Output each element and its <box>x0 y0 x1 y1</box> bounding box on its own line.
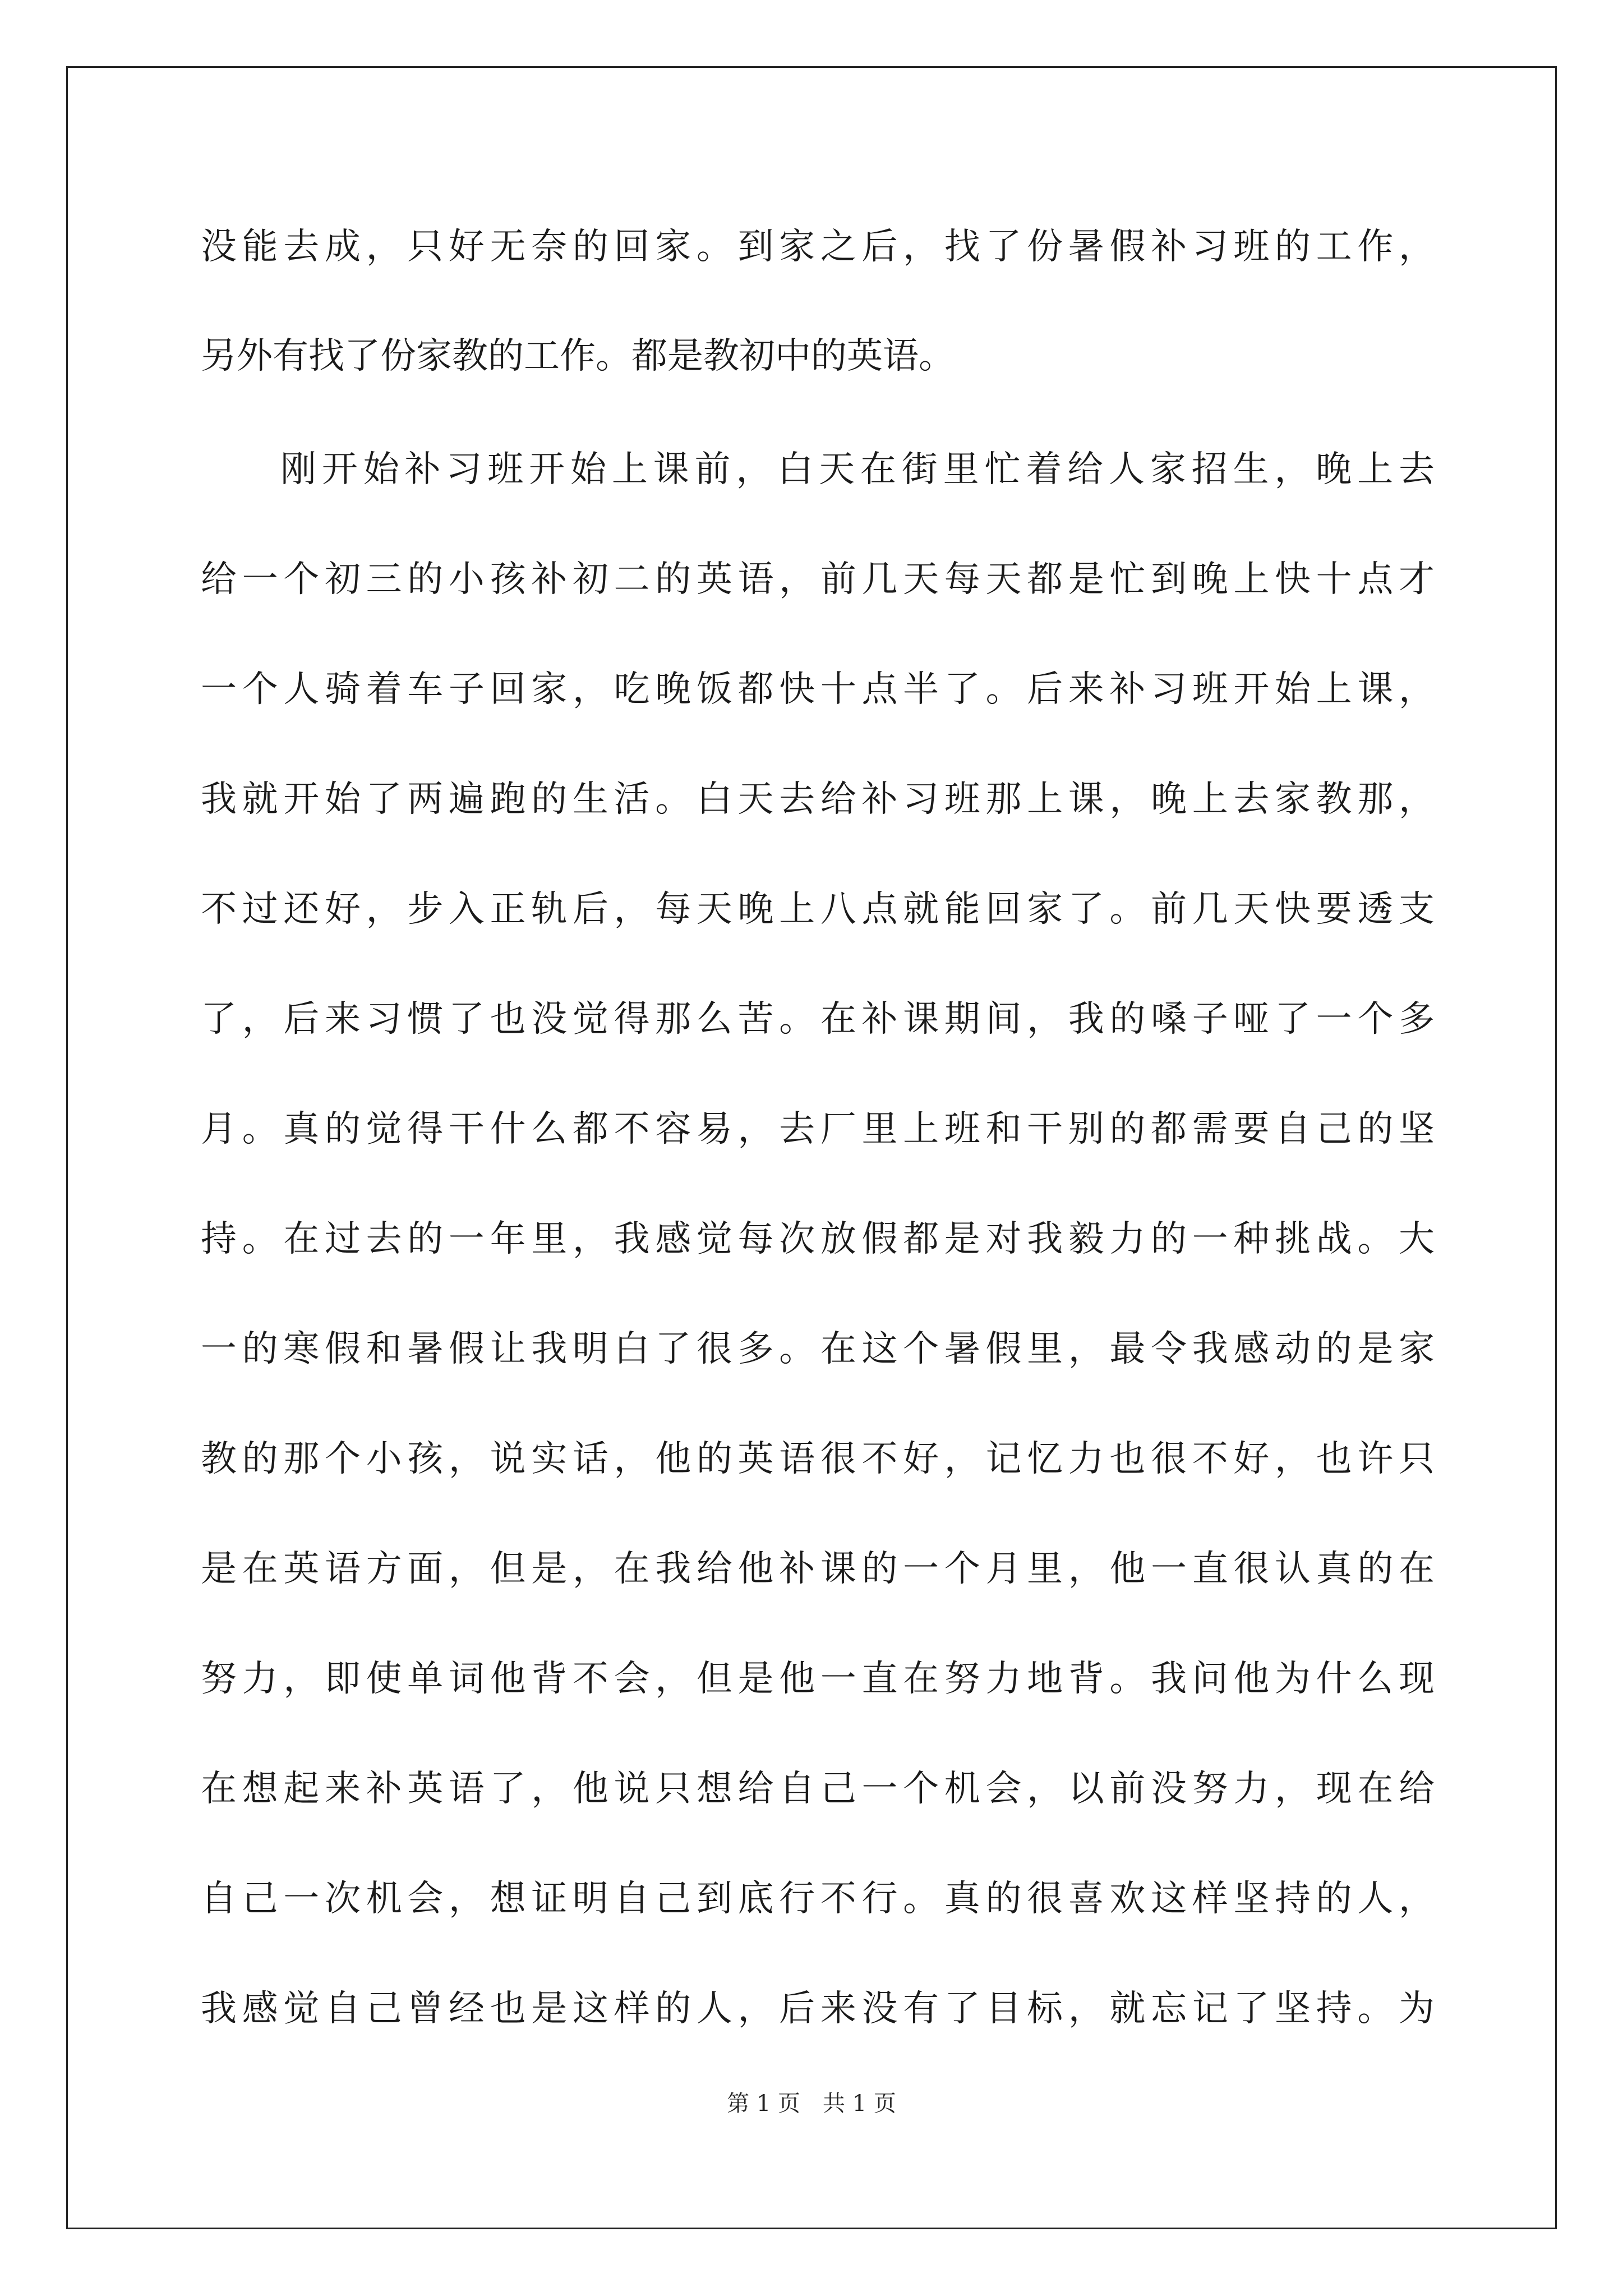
paragraph-line-1: 没能去成，只好无奈的回家。到家之后，找了份暑假补习班的工作， <box>201 226 1435 268</box>
paragraph-line-13: 是在英语方面，但是，在我给他补课的一个月里，他一直很认真的在 <box>201 1548 1435 1590</box>
paragraph-line-8: 了，后来习惯了也没觉得那么苦。在补课期间，我的嗓子哑了一个多 <box>201 999 1435 1040</box>
paragraph-line-12: 教的那个小孩，说实话，他的英语很不好，记忆力也很不好，也许只 <box>201 1438 1435 1480</box>
paragraph-line-16: 自己一次机会，想证明自己到底行不行。真的很喜欢这样坚持的人， <box>201 1878 1435 1920</box>
paragraph-line-4: 给一个初三的小孩补初二的英语，前几天每天都是忙到晚上快十点才 <box>201 559 1435 600</box>
paragraph-line-9: 月。真的觉得干什么都不容易，去厂里上班和干别的都需要自己的坚 <box>201 1108 1435 1150</box>
paragraph-line-17: 我感觉自己曾经也是这样的人，后来没有了目标，就忘记了坚持。为 <box>201 1988 1435 2030</box>
paragraph-line-7: 不过还好，步入正轨后，每天晚上八点就能回家了。前几天快要透支 <box>201 889 1435 930</box>
paragraph-line-11: 一的寒假和暑假让我明白了很多。在这个暑假里，最令我感动的是家 <box>201 1328 1435 1370</box>
paragraph-line-3: 刚开始补习班开始上课前，白天在街里忙着给人家招生，晚上去 <box>280 449 1435 490</box>
paragraph-line-5: 一个人骑着车子回家，吃晚饭都快十点半了。后来补习班开始上课， <box>201 669 1435 710</box>
paragraph-line-14: 努力，即使单词他背不会，但是他一直在努力地背。我问他为什么现 <box>201 1658 1435 1700</box>
paragraph-line-6: 我就开始了两遍跑的生活。白天去给补习班那上课，晚上去家教那， <box>201 779 1435 820</box>
paragraph-line-2: 另外有找了份家教的工作。都是教初中的英语。 <box>201 335 955 377</box>
paragraph-line-15: 在想起来补英语了，他说只想给自己一个机会，以前没努力，现在给 <box>201 1768 1435 1810</box>
page-number-footer: 第 1 页 共 1 页 <box>727 2091 896 2116</box>
paragraph-line-10: 持。在过去的一年里，我感觉每次放假都是对我毅力的一种挑战。大 <box>201 1218 1435 1260</box>
